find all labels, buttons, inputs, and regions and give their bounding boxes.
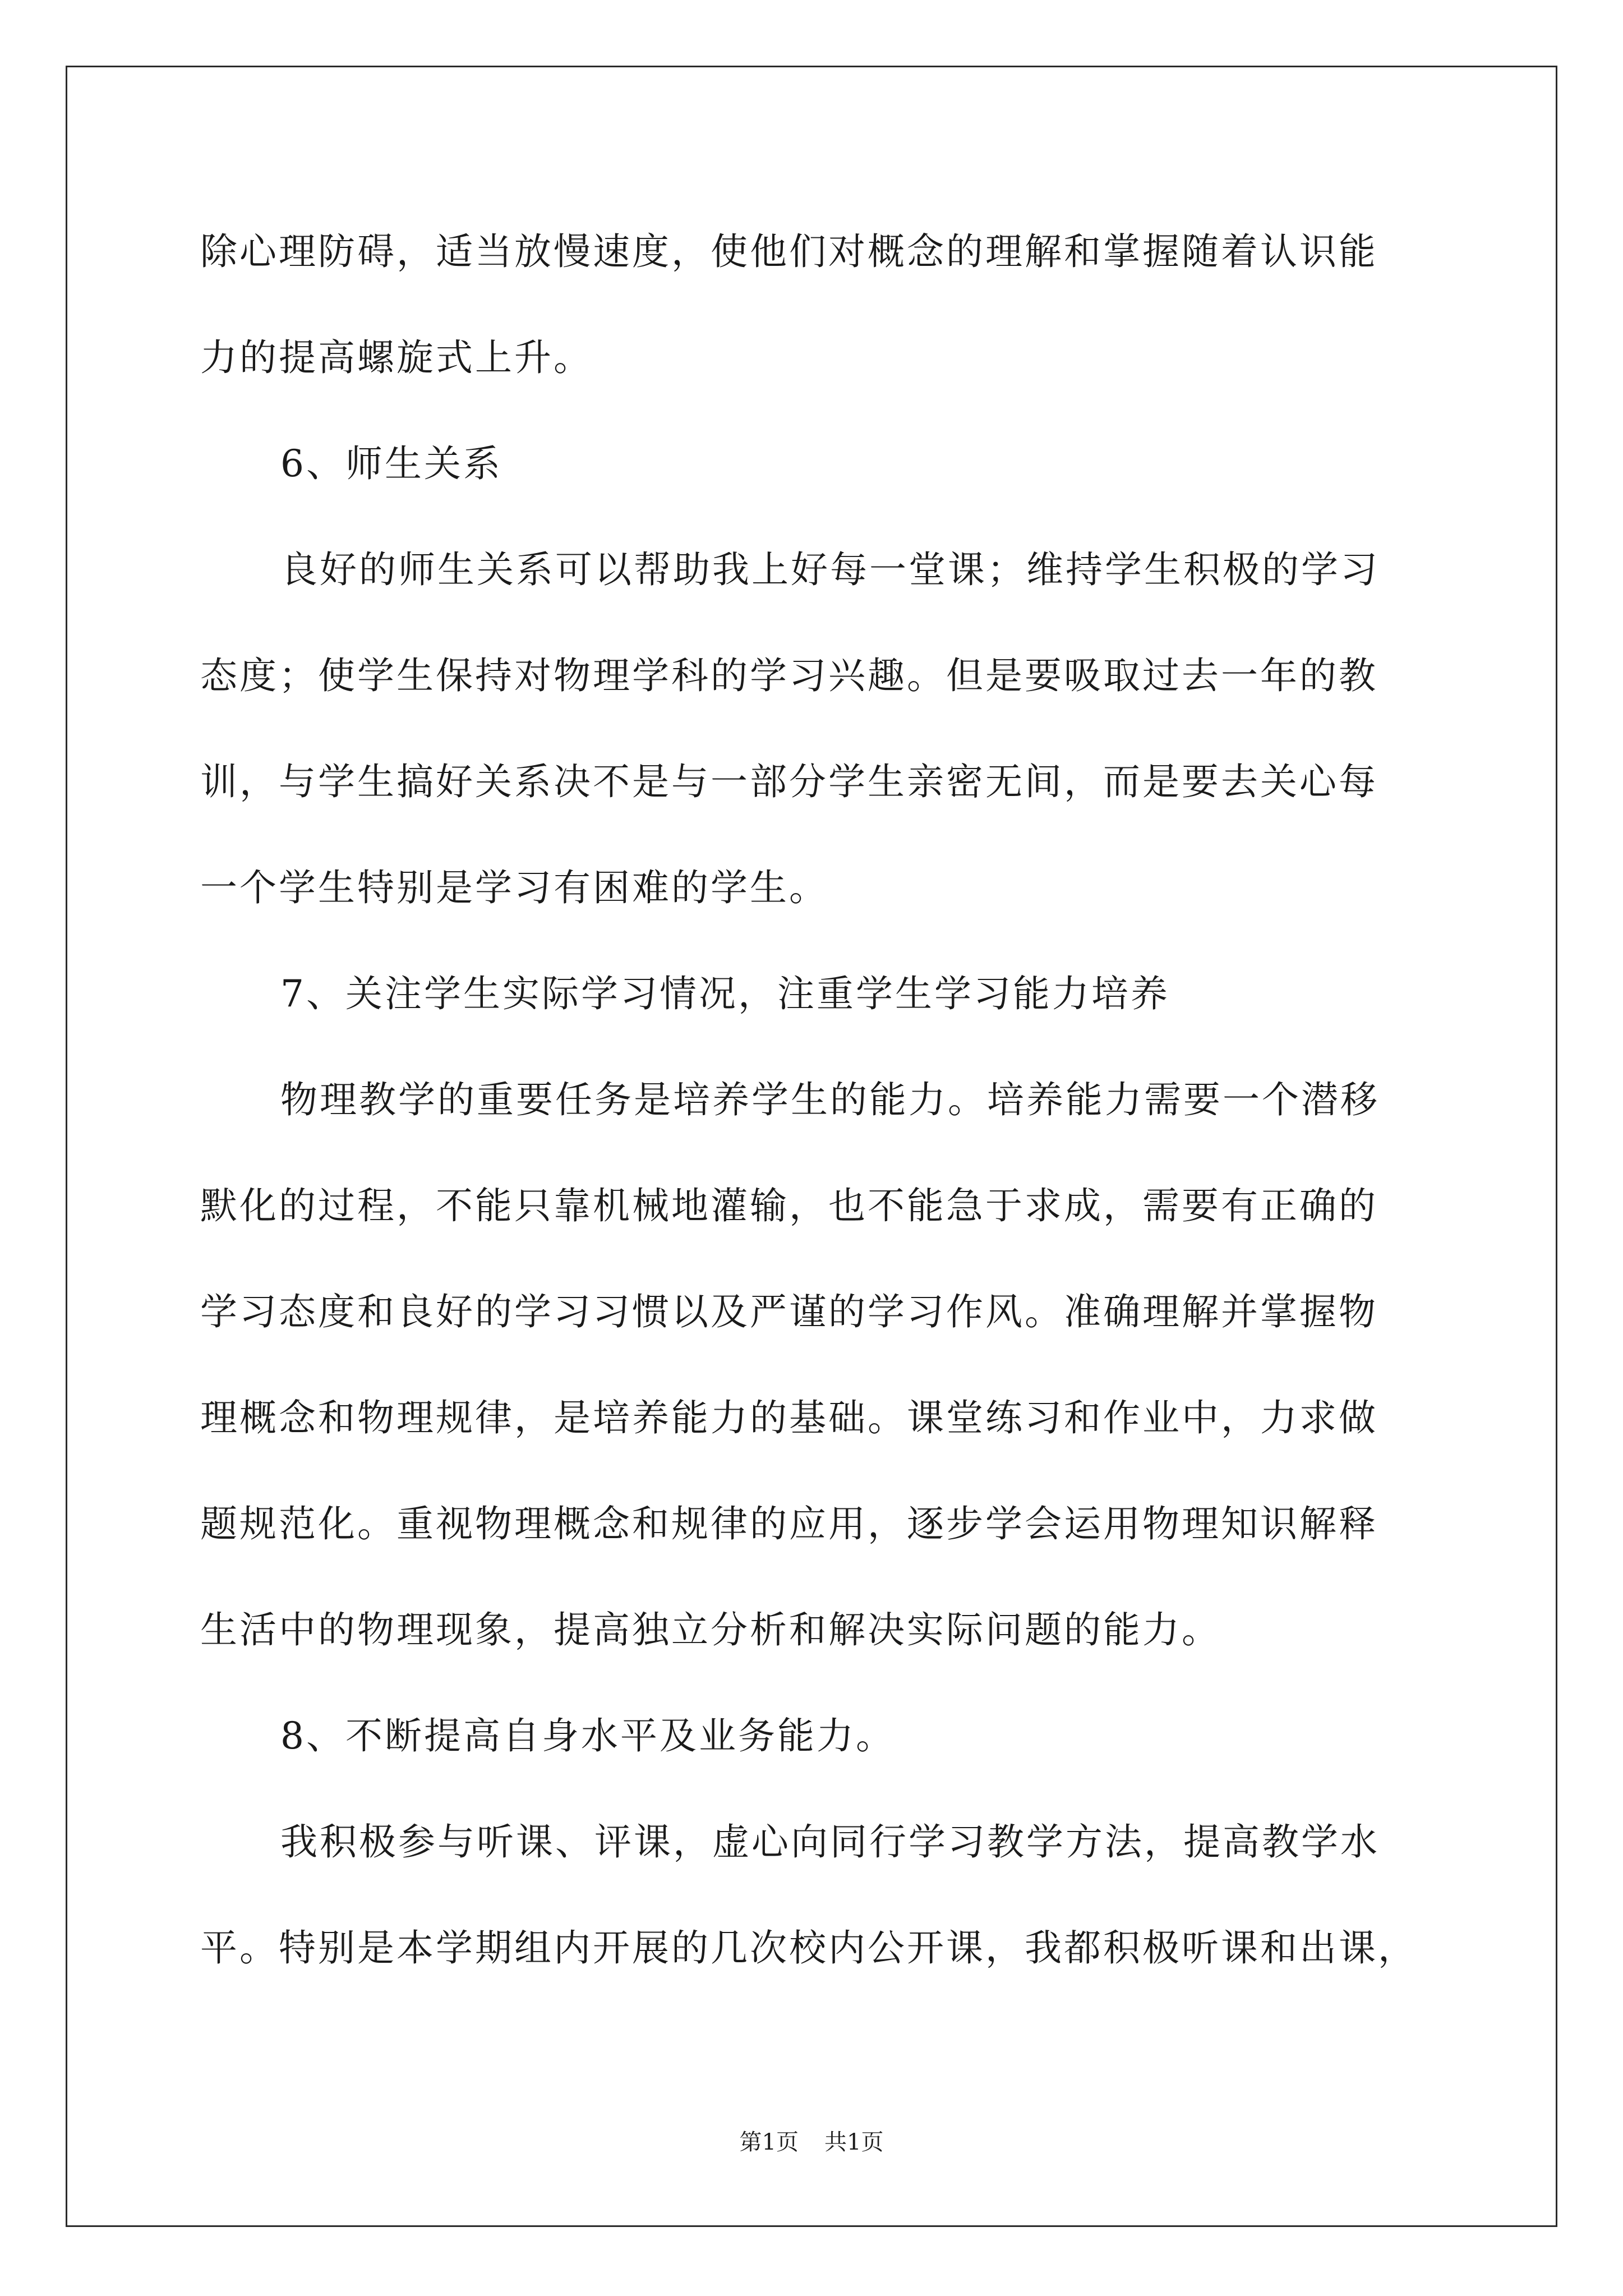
page-footer (0, 2128, 1623, 2156)
body-line: 态度；使学生保持对物理学科的学习兴趣。但是要吸取过去一年的教 (200, 654, 1378, 697)
body-line: 题规范化。重视物理概念和规律的应用，逐步学会运用物理知识解释 (200, 1502, 1378, 1545)
page-number: 第1页 (739, 2129, 799, 2155)
body-line: 物理教学的重要任务是培养学生的能力。培养能力需要一个潜移 (280, 1078, 1380, 1121)
body-line: 学习态度和良好的学习习惯以及严谨的学习作风。准确理解并掌握物 (200, 1290, 1378, 1333)
body-line: 一个学生特别是学习有困难的学生。 (200, 866, 828, 909)
body-line: 平。特别是本学期组内开展的几次校内公开课，我都积极听课和出课， (200, 1926, 1417, 1970)
body-line: 良好的师生关系可以帮助我上好每一堂课；维持学生积极的学习 (280, 548, 1380, 591)
body-line: 力的提高螺旋式上升。 (200, 336, 593, 379)
section-heading: 7、关注学生实际学习情况，注重学生学习能力培养 (280, 972, 1170, 1015)
document-body (200, 199, 1490, 2001)
body-line: 训，与学生搞好关系决不是与一部分学生亲密无间，而是要去关心每 (200, 760, 1378, 803)
body-line: 生活中的物理现象，提高独立分析和解决实际问题的能力。 (200, 1608, 1221, 1651)
page-total: 共1页 (824, 2129, 884, 2155)
section-heading: 6、师生关系 (280, 442, 502, 485)
body-line: 默化的过程，不能只靠机械地灌输，也不能急于求成，需要有正确的 (200, 1184, 1378, 1227)
body-line: 除心理防碍，适当放慢速度，使他们对概念的理解和掌握随着认识能 (200, 230, 1378, 273)
section-heading: 8、不断提高自身水平及业务能力。 (280, 1714, 895, 1757)
body-line: 我积极参与听课、评课，虚心向同行学习教学方法，提高教学水 (280, 1820, 1380, 1864)
body-line: 理概念和物理规律，是培养能力的基础。课堂练习和作业中，力求做 (200, 1396, 1378, 1439)
